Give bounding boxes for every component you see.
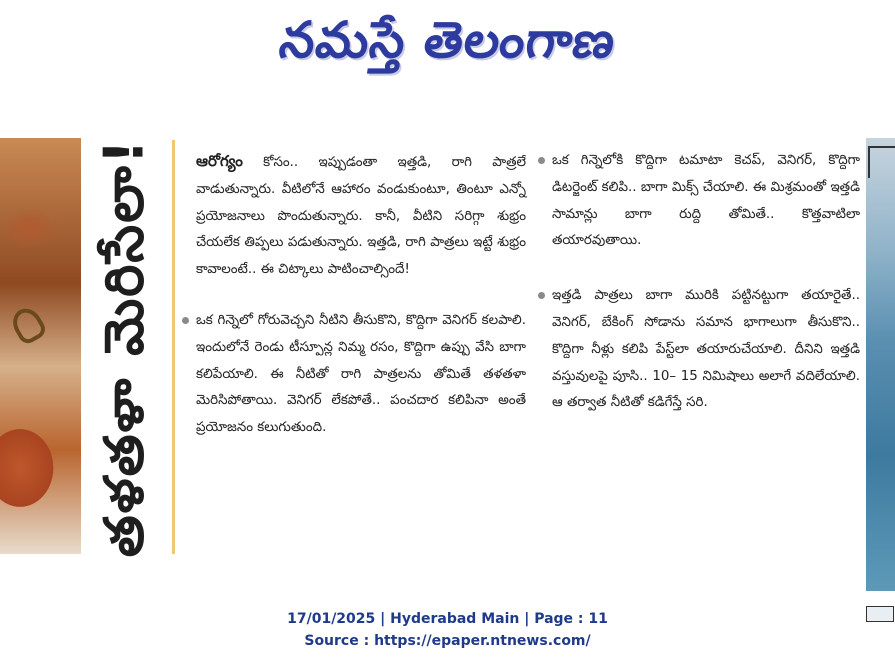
article-heading-text: తళతళా మెరిసేలా! — [92, 137, 156, 557]
article-column-1 — [196, 148, 526, 470]
tip-text: ఒక గిన్నెలోకి కొద్దిగా టమాటా కెచప్, వెనిగర్, కొద్దిగా డిటర్జెంట్ కలిపి.. బాగా మిక్స్ చేయాలి. ఈ మిశ్రమంతో ఇత్తడి సామాన్లు బాగా రుద్ది తోమితే.. కొత్తవాటిలా తయారవుతాయి. — [552, 153, 860, 249]
bullet-icon — [182, 317, 189, 324]
copper-vessel-photo — [0, 138, 81, 554]
vessel-handle — [7, 303, 48, 346]
intro-lead-word: ఆరోగ్యం — [196, 152, 243, 170]
tip-text: ఇత్తడి పాత్రలు బాగా మురికి పట్టినట్టుగా తయారైతే.. వెనిగర్, బేకింగ్ సోడాను సమాన భాగాలుగా తీసుకొని.. కొద్దిగా నీళ్లు కలిపి పేస్ట్‌లా తయారుచేయాలి. దీనిని ఇత్తడి వస్తువులపై పూసి.. 10– 15 నిమిషాలు అలాగే వదిలేయాలి. ఆ తర్వాత నీటితో కడిగేస్తే సరి. — [552, 288, 860, 411]
photo-frame — [868, 146, 895, 178]
page-footer — [0, 608, 895, 652]
newspaper-logo: నమస్తే తెలంగాణ — [275, 11, 620, 69]
intro-text: కోసం.. ఇప్పుడంతా ఇత్తడి, రాగి పాత్రలే వాడుతున్నారు. వీటిలోనే ఆహారం వండుకుంటూ, తింటూ ఎన్నో ప్రయోజనాలు పొందుతున్నారు. కానీ, వీటిని సరిగ్గా శుభ్రం చేయలేక తిప్పలు పడుతున్నారు. ఇత్తడి, రాగి పాత్రలు ఇట్టే శుభ్రం కావాలంటే.. ఈ చిట్కాలు పాటించాల్సిందే! — [196, 155, 526, 278]
edition-info: 17/01/2025 | Hyderabad Main | Page : 11 — [287, 611, 608, 627]
article-heading — [92, 137, 166, 557]
tip-item — [552, 283, 860, 417]
tip-item — [552, 148, 860, 255]
bullet-icon — [538, 292, 545, 299]
article-column-2 — [552, 148, 860, 445]
side-photo — [866, 138, 895, 591]
column-rule — [172, 140, 175, 554]
tip-item — [196, 308, 526, 442]
bullet-icon — [538, 157, 545, 164]
tip-text: ఒక గిన్నెలో గోరువెచ్చని నీటిని తీసుకొని, కొద్దిగా వెనిగర్ కలపాలి. ఇందులోనే రెండు టీస్పూన్ల నిమ్మ రసం, కొద్దిగా ఉప్పు వేసి బాగా కలిపేయాలి. ఈ నీటితో రాగి పాత్రలను తోమితే తళతళా మెరిసిపోతాయి. వెనిగర్ లేకపోతే.. పంచదార కలిపినా అంతే ప్రయోజనం కలుగుతుంది. — [196, 312, 526, 436]
source-link[interactable]: Source : https://epaper.ntnews.com/ — [304, 633, 591, 649]
masthead — [0, 4, 895, 82]
article-intro — [196, 148, 526, 284]
